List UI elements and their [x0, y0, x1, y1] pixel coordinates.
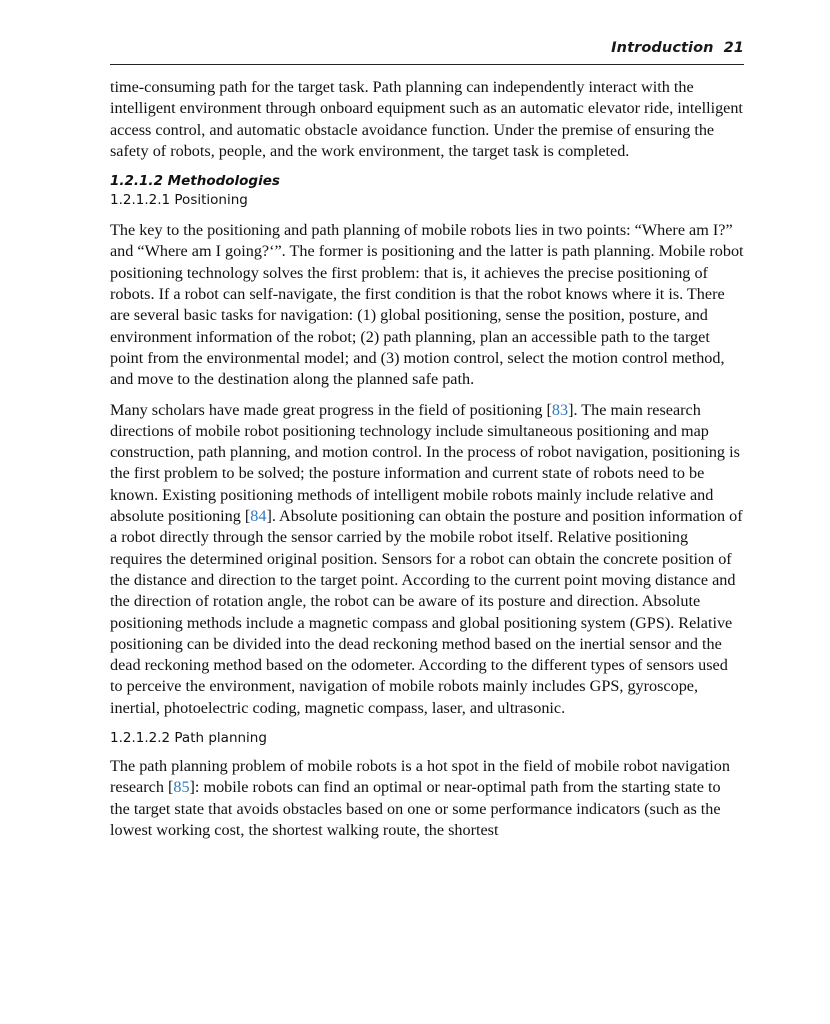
path-planning-paragraph-1	[110, 756, 744, 841]
paragraph-text: Many scholars have made great progress in the field of positioning [	[110, 400, 552, 419]
paragraph-text: ]. Absolute positioning can obtain the posture and position information of a robot directly through the sensor carried by the mobile robot itself. Relative positioning requires the determined original position. Sensors for a robot can obtain the concrete position of the distance and direction to the target point. According to the current point moving distance and the direction of rotation angle, the robot can be aware of its posture and direction. Absolute positioning methods include a magnetic compass and global positioning system (GPS). Relative positioning can be divided into the dead reckoning method based on the inertial sensor and the dead reckoning method based on the odometer. According to the different types of sensors used to perceive the environment, navigation of mobile robots mainly includes GPS, gyroscope, inertial, photoelectric coding, magnetic compass, laser, and ultrasonic.	[110, 507, 743, 717]
citation-link-85[interactable]: 85	[173, 778, 190, 797]
positioning-paragraph-1: The key to the positioning and path planning of mobile robots lies in two points: “Where am I?” and “Where am I going?‘”. The former is positioning and the latter is path planning. Mobile robot positioning technology solves the first problem: that is, it achieves the precise positioning of robots. If a robot can self-navigate, the first condition is that the robot knows where it is. There are several basic tasks for navigation: (1) global positioning, sense the position, posture, and environment information of the robot; (2) path planning, plan an accessible path to the target point from the environmental model; and (3) motion control, select the motion control method, and move to the destination along the planned safe path.	[110, 221, 744, 389]
section-heading-methodologies: 1.2.1.2 Methodologies	[110, 173, 280, 190]
paragraph-text: ]: mobile robots can find an optimal or near-optimal path from the starting state to the target state that avoids obstacles based on one or some performance indicators (such as the lowest working cost, the shortest walking route, the shortest	[110, 778, 721, 839]
chapter-title: Introduction	[611, 40, 714, 56]
citation-link-83[interactable]: 83	[551, 400, 569, 419]
intro-paragraph: time-consuming path for the target task. Path planning can independently interact with the intelligent environment through onboard equipment such as an automatic elevator ride, intelligent access control, and automatic obstacle avoidance function. Under the premise of ensuring the safety of robots, people, and the work environment, the target task is completed.	[110, 78, 743, 160]
running-head-text	[611, 40, 744, 56]
positioning-paragraph-2	[110, 400, 744, 719]
page-number: 21	[723, 40, 744, 56]
paragraph-text: The path planning problem of mobile robots is a hot spot in the field of mobile robot navigation research [	[110, 757, 730, 797]
running-head	[110, 38, 744, 65]
subsection-heading-path-planning: 1.2.1.2.2 Path planning	[110, 730, 267, 747]
paragraph-text: ]. The main research directions of mobile robot positioning technology include simultaneous positioning and map construction, path planning, and motion control. In the process of robot navigation, positioning is the first problem to be solved; the posture information and current state of robots need to be known. Existing positioning methods of intelligent mobile robots mainly include relative and absolute positioning [	[110, 400, 740, 526]
citation-link-84[interactable]: 84	[250, 507, 267, 526]
subsection-heading-positioning: 1.2.1.2.1 Positioning	[110, 192, 248, 209]
page-body	[110, 77, 744, 841]
